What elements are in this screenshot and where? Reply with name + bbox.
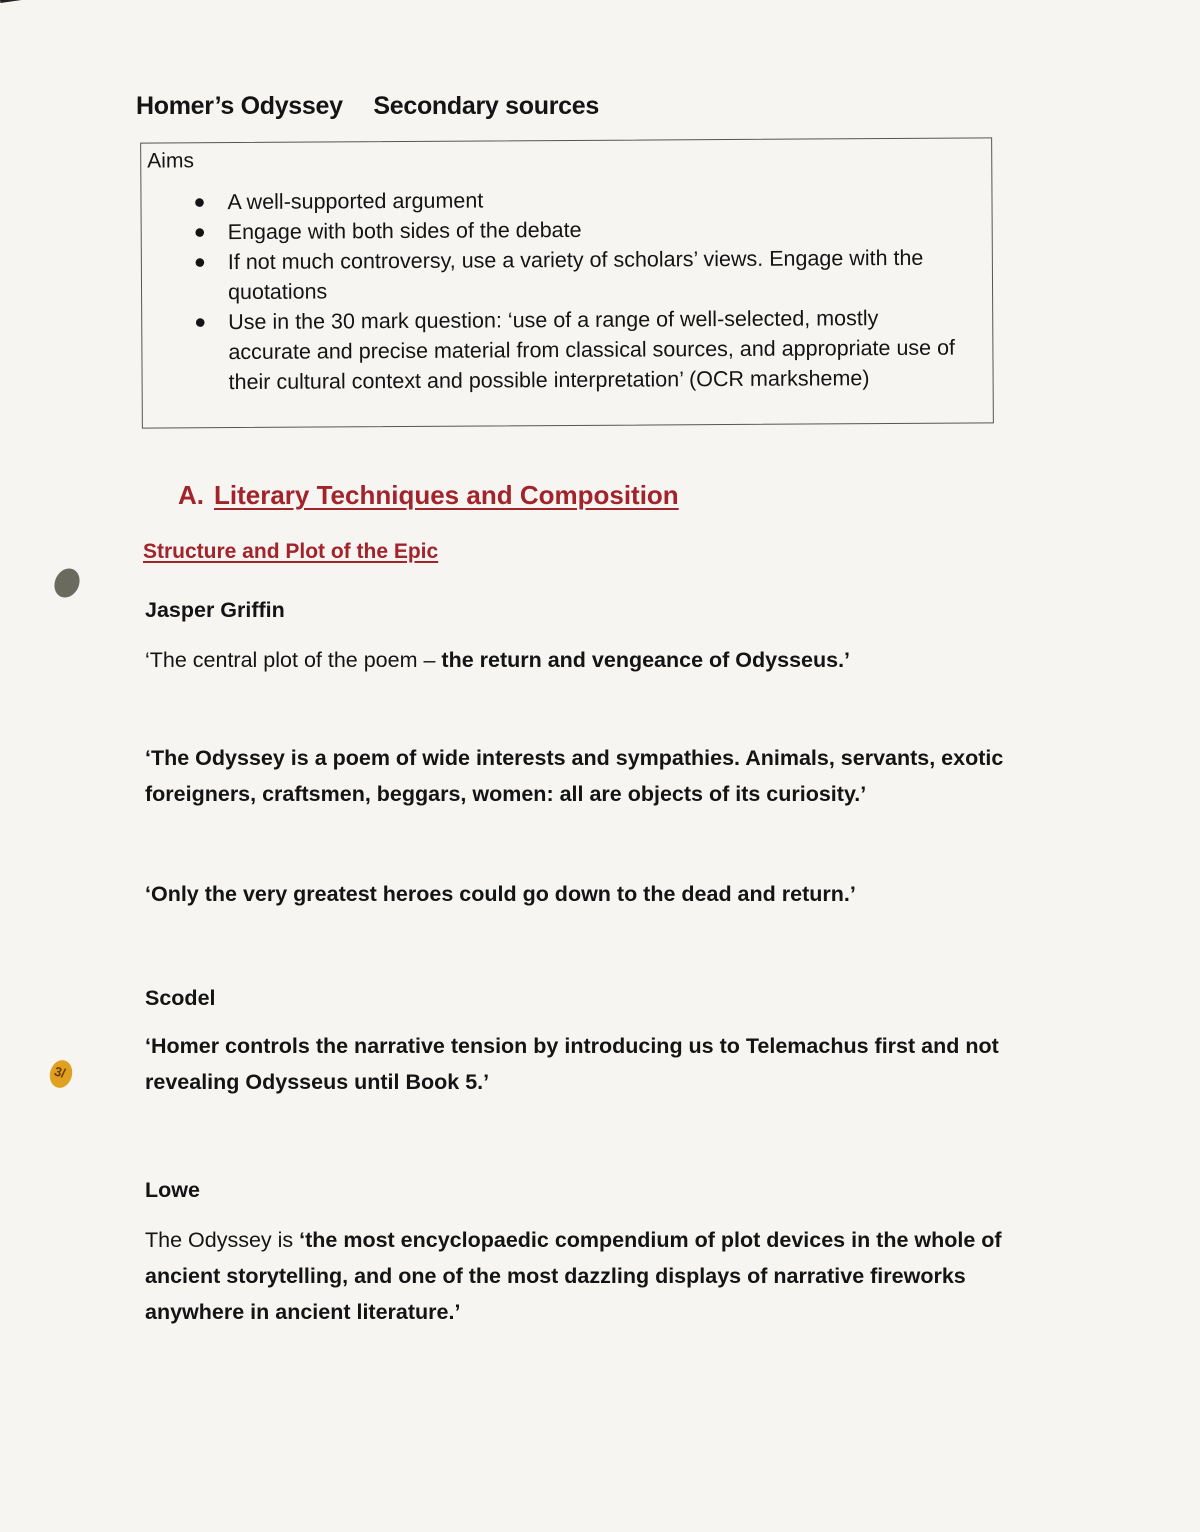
aims-item	[179, 183, 954, 218]
aims-item-text: If not much controversy, use a variety of scholars’ views. Engage with the quotations	[227, 245, 924, 305]
quote-plain: ‘The central plot of the poem –	[145, 648, 442, 672]
bullet-icon: ●	[193, 191, 206, 214]
aims-item-text: A well-supported argument	[227, 188, 484, 215]
quote-griffin-2	[145, 740, 1025, 812]
aims-label: Aims	[147, 149, 194, 173]
author-griffin: Jasper Griffin	[145, 598, 285, 622]
section-title: Literary Techniques and Composition	[214, 480, 679, 510]
margin-sticker	[50, 564, 84, 601]
title-main: Homer’s Odyssey	[136, 92, 343, 120]
quote-bold: ‘The Odyssey is a poem of wide interests and sympathies. Animals, servants, exotic foreigners, craftsmen, beggars, women: all are objects of its curiosity.’	[145, 746, 1004, 806]
sticker-text: 3/	[52, 1063, 68, 1081]
aims-box	[140, 137, 994, 428]
page-title	[136, 92, 599, 121]
author-scodel: Scodel	[145, 986, 216, 1010]
aims-list	[179, 183, 955, 398]
corner-pen-mark	[0, 0, 64, 21]
bullet-icon: ●	[194, 311, 207, 334]
quote-griffin-3	[145, 876, 1045, 912]
quote-scodel-1	[145, 1028, 1035, 1100]
title-sub: Secondary sources	[373, 92, 599, 120]
bullet-icon: ●	[193, 251, 207, 274]
quote-griffin-1	[145, 642, 1045, 678]
section-heading	[178, 480, 679, 511]
aims-item	[180, 303, 956, 398]
quote-plain: The Odyssey is	[145, 1228, 300, 1252]
margin-sticker-numbered	[47, 1058, 75, 1091]
bullet-icon: ●	[193, 221, 206, 244]
aims-item	[180, 213, 955, 248]
quote-bold: ‘Only the very greatest heroes could go down to the dead and return.’	[145, 882, 856, 906]
quote-bold: the return and vengeance of Odysseus.’	[441, 648, 851, 672]
aims-item	[180, 243, 955, 308]
aims-item-text: Use in the 30 mark question: ‘use of a range of well-selected, mostly accurate and precise material from classical sources, and appropriate use of their cultural context and possible interpretation’ (OCR marksheme)	[228, 306, 956, 395]
aims-item-text: Engage with both sides of the debate	[227, 217, 582, 245]
author-lowe: Lowe	[145, 1178, 200, 1202]
quote-bold: ‘Homer controls the narrative tension by introducing us to Telemachus first and not revealing Odysseus until Book 5.’	[145, 1034, 999, 1094]
quote-bold: ‘the most encyclopaedic compendium of plot devices in the whole of ancient storytelling, and one of the most dazzling displays of narrative fireworks anywhere in ancient literature.’	[145, 1228, 1002, 1324]
quote-lowe-1	[145, 1222, 1045, 1330]
section-letter: A.	[178, 480, 204, 510]
subsection-heading: Structure and Plot of the Epic	[143, 540, 439, 563]
